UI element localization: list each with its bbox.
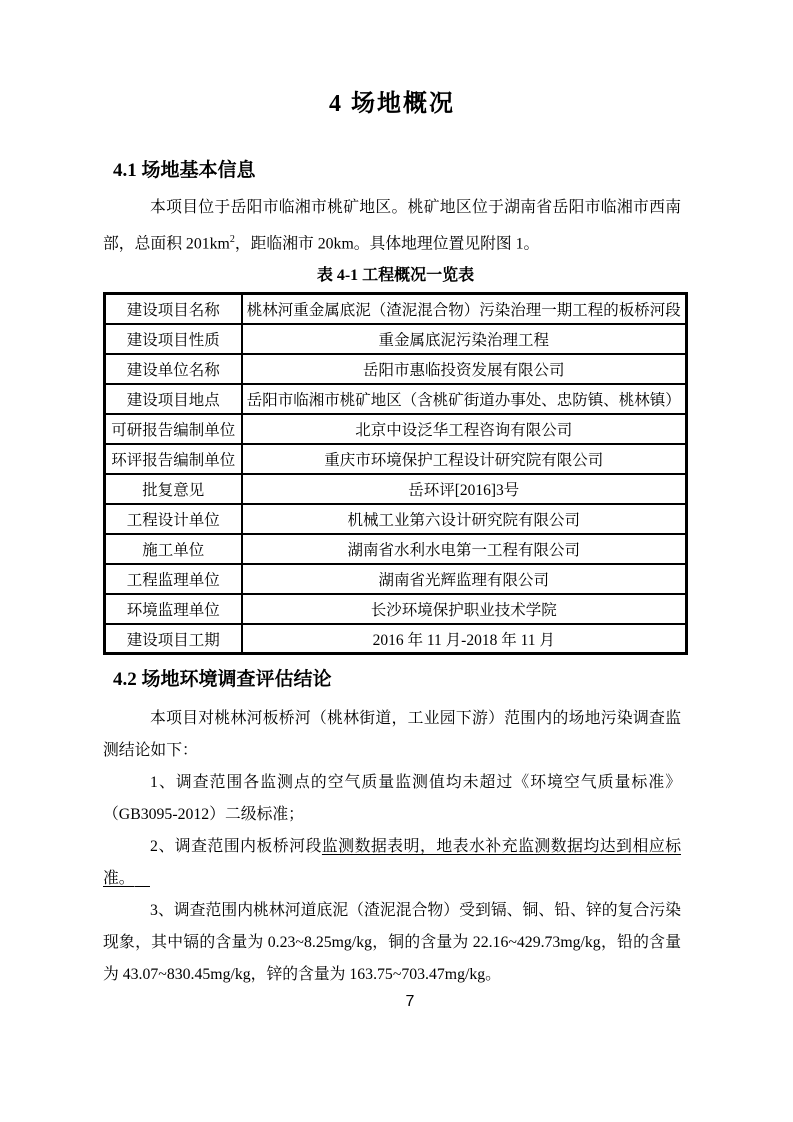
table-row [105, 414, 687, 444]
table-row [105, 504, 687, 534]
section-4-1-heading: 4.1 场地基本信息 [113, 160, 256, 181]
conclusion-item-2 [103, 831, 681, 895]
paragraph-text-before-superscript: 本项目位于岳阳市临湘市桃矿地区。桃矿地区位于湖南省岳阳市临湘市西南部，总面积 201km [103, 199, 681, 253]
row-label: 环评报告编制单位 [105, 444, 242, 474]
row-value: 2016 年 11 月-2018 年 11 月 [242, 624, 687, 654]
chapter-title: 4 场地概况 [329, 91, 455, 117]
row-label: 施工单位 [105, 534, 242, 564]
row-value: 重庆市环境保护工程设计研究院有限公司 [242, 444, 687, 474]
paragraph-text-after-superscript: ，距临湘市 20km。具体地理位置见附图 1。 [234, 235, 540, 253]
superscript-2: 2 [229, 234, 235, 245]
conclusion-item-2-prefix: 2、调查范围内板桥河段 [150, 838, 322, 856]
page-number: 7 [405, 993, 415, 1011]
row-label: 建设项目地点 [105, 384, 242, 414]
row-label: 可研报告编制单位 [105, 414, 242, 444]
row-value: 重金属底泥污染治理工程 [242, 324, 687, 354]
conclusion-item-3: 3、调查范围内桃林河道底泥（渣泥混合物）受到镉、铜、铅、锌的复合污染现象，其中镉的含量为 0.23~8.25mg/kg，铜的含量为 22.16~429.73mg/kg，铅的含量为 43.07~830.45mg/kg，锌的含量为 163.75~703.47mg/kg。 [103, 902, 681, 984]
section-4-1-paragraph [103, 192, 681, 260]
project-overview-table [103, 292, 688, 655]
row-label: 建设项目名称 [105, 294, 242, 324]
row-value: 湖南省水利水电第一工程有限公司 [242, 534, 687, 564]
table-row [105, 384, 687, 414]
row-label: 工程设计单位 [105, 504, 242, 534]
row-label: 建设项目性质 [105, 324, 242, 354]
row-value: 桃林河重金属底泥（渣泥混合物）污染治理一期工程的板桥河段 [242, 294, 687, 324]
table-row [105, 564, 687, 594]
table-caption: 表 4-1 工程概况一览表 [316, 267, 475, 285]
underline-tail [135, 886, 150, 887]
row-value: 机械工业第六设计研究院有限公司 [242, 504, 687, 534]
table-row [105, 534, 687, 564]
row-value: 湖南省光辉监理有限公司 [242, 564, 687, 594]
section-4-2-heading: 4.2 场地环境调查评估结论 [113, 669, 332, 691]
row-label: 环境监理单位 [105, 594, 242, 624]
section-4-2-intro-paragraph: 本项目对桃林河板桥河（桃林街道，工业园下游）范围内的场地污染调查监测结论如下： [103, 710, 681, 760]
row-value: 岳阳市惠临投资发展有限公司 [242, 354, 687, 384]
conclusion-item-1: 1、调查范围各监测点的空气质量监测值均未超过《环境空气质量标准》（GB3095-2012）二级标准； [103, 774, 681, 824]
table-row [105, 624, 687, 654]
table-row [105, 324, 687, 354]
row-label: 建设项目工期 [105, 624, 242, 654]
table-row [105, 594, 687, 624]
conclusion-item-2-underlined-text: 监测数据表明，地表水补充监测数据均达到相应标准。 [103, 838, 681, 888]
row-label: 批复意见 [105, 474, 242, 504]
table-row [105, 294, 687, 324]
row-value: 岳环评[2016]3号 [242, 474, 687, 504]
row-value: 岳阳市临湘市桃矿地区（含桃矿街道办事处、忠防镇、桃林镇） [242, 384, 687, 414]
row-value: 北京中设泛华工程咨询有限公司 [242, 414, 687, 444]
row-label: 工程监理单位 [105, 564, 242, 594]
page-content [103, 0, 681, 1013]
table-row [105, 444, 687, 474]
row-label: 建设单位名称 [105, 354, 242, 384]
table-row [105, 354, 687, 384]
row-value: 长沙环境保护职业技术学院 [242, 594, 687, 624]
table-row [105, 474, 687, 504]
